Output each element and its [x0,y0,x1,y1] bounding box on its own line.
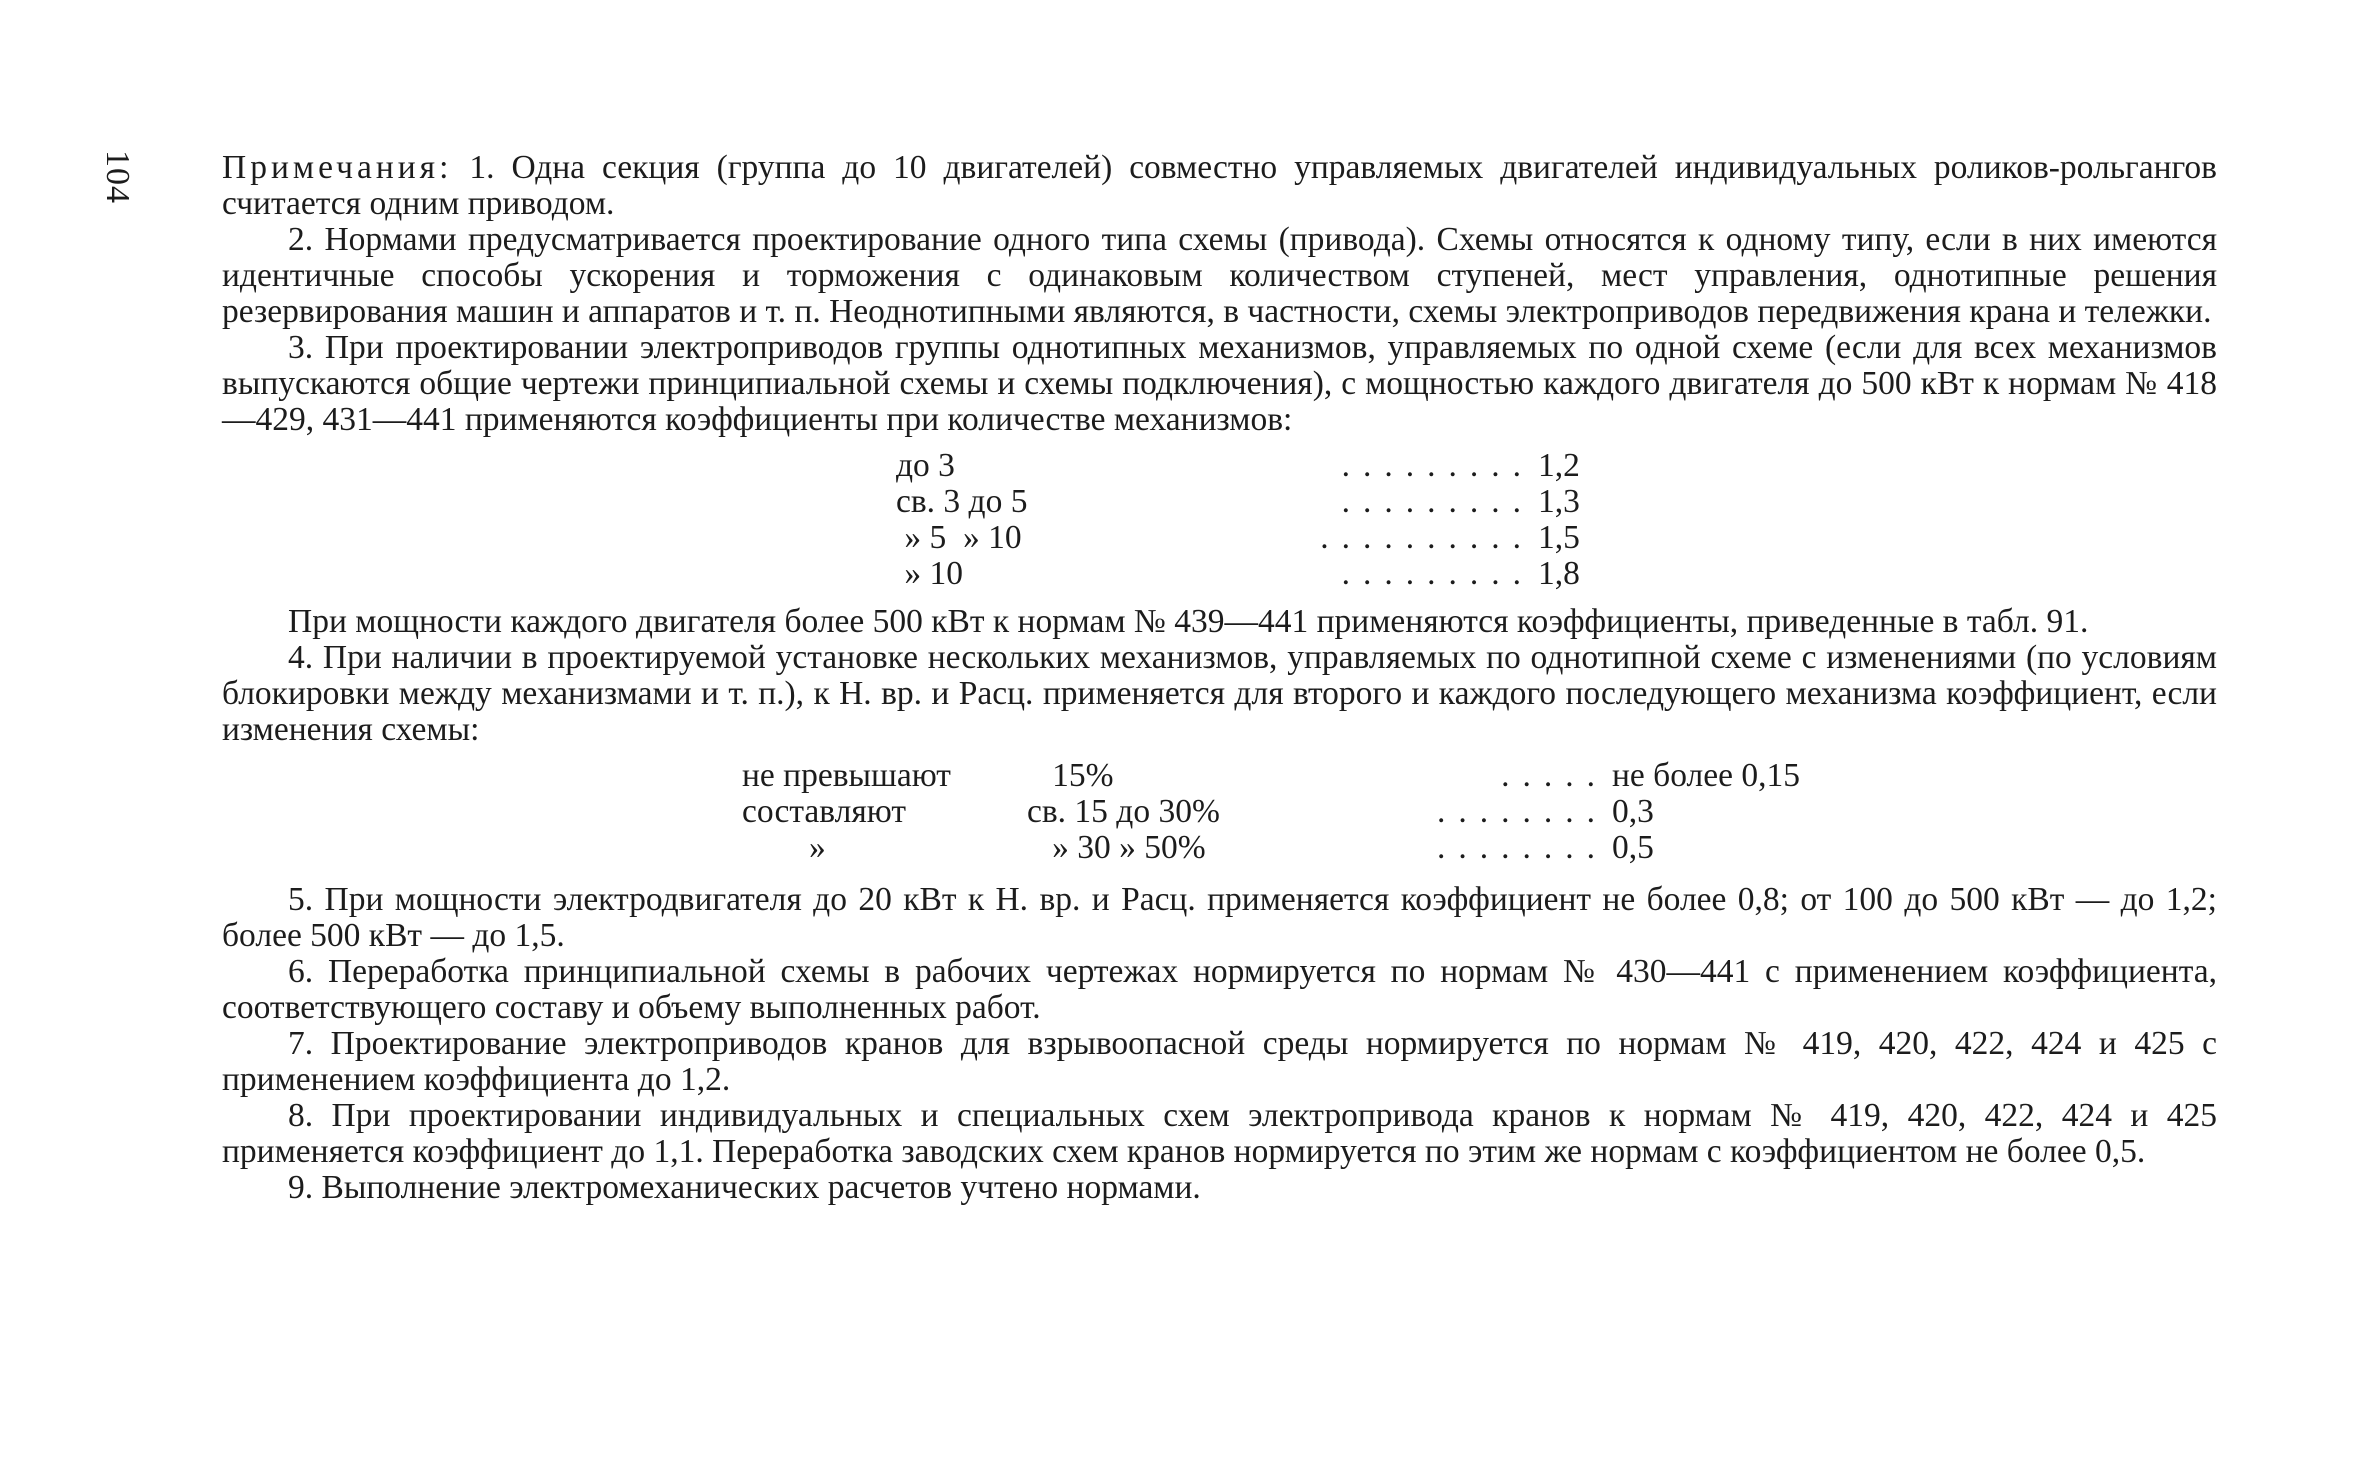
coefficient-row [896,520,1596,556]
note-9: 9. Выполнение электромеханических расчетов учтено нормами. [288,1169,1201,1206]
leader-dots: ..... [1501,757,1608,794]
changes-range: » 30 » 50% [1027,829,1206,866]
leader-dots: .......... [1320,519,1534,556]
coefficient-row [896,484,1596,520]
changes-row [742,830,1742,866]
notes-heading: Примечания: [222,149,453,186]
changes-coefficient: не более 0,15 [1612,757,1800,794]
coefficient-label: » 10 [896,555,963,592]
coefficient-value: 1,3 [1538,483,1580,520]
changes-range: св. 15 до 30% [1027,793,1220,830]
changes-condition: » [742,829,826,866]
changes-coefficient: 0,3 [1612,793,1654,830]
coefficient-value: 1,5 [1538,519,1580,556]
note-5: 5. При мощности электродвигателя до 20 кВт к Н. вр. и Расц. применяется коэффициент не более 0,8; от 100 до 500 кВт — до 1,2; более 500 кВт — до 1,5. [222,881,2217,954]
changes-condition: не превышают [742,757,951,794]
note-6: 6. Переработка принципиальной схемы в рабочих чертежах нормируется по нормам № 430—441 с применением коэффициента, соответствующего составу и объему выполненных работ. [222,953,2217,1026]
coefficient-row [896,556,1596,592]
coefficient-value: 1,2 [1538,447,1580,484]
changes-table [742,757,1800,866]
note-1: Примечания: 1. Одна секция (группа до 10 двигателей) совместно управляемых двигателей индивидуальных роликов-рольгангов считается одним приводом. [222,149,2217,222]
note-3-continuation: При мощности каждого двигателя более 500 кВт к нормам № 439—441 применяются коэффициенты, приведенные в табл. 91. [288,603,2089,640]
coefficient-value: 1,8 [1538,555,1580,592]
leader-dots: ......... [1341,483,1534,520]
note-2: 2. Нормами предусматривается проектирование одного типа схемы (привода). Схемы относятся к одному типу, если в них имеются идентичные способы ускорения и торможения с одинаковым количеством ступеней, мест управления, однотипные решения резервирования машин и аппаратов и т. п. Неоднотипными являются, в частности, схемы электроприводов передвижения крана и тележки. [222,221,2217,330]
note-7: 7. Проектирование электроприводов кранов для взрывоопасной среды нормируется по нормам № 419, 420, 422, 424 и 425 с применением коэффициента до 1,2. [222,1025,2217,1098]
note-3: 3. При проектировании электроприводов группы однотипных механизмов, управляемых по одной схеме (если для всех механизмов выпускаются общие чертежи принципиальной схемы и схемы подключения), с мощностью каждого двигателя до 500 кВт к нормам № 418—429, 431—441 применяются коэффициенты при количестве механизмов: [222,329,2217,438]
coefficient-label: св. 3 до 5 [896,483,1028,520]
leader-dots: ........ [1437,793,1608,830]
leader-dots: ......... [1341,555,1534,592]
page-number: 104 [99,150,136,204]
coefficient-row [896,448,1596,484]
changes-range: 15% [1027,757,1114,794]
note-8: 8. При проектировании индивидуальных и специальных схем электропривода кранов к нормам № 419, 420, 422, 424 и 425 применяется коэффициент до 1,1. Переработка заводских схем кранов нормируется по этим же нормам с коэффициентом не более 0,5. [222,1097,2217,1170]
changes-condition: составляют [742,793,906,830]
leader-dots: ......... [1341,447,1534,484]
changes-row [742,757,1800,794]
coefficient-label: » 5 » 10 [896,519,1022,556]
notes-text [222,150,2217,1206]
changes-row [742,794,1742,830]
note-4: 4. При наличии в проектируемой установке нескольких механизмов, управляемых по однотипной схеме с изменениями (по условиям блокировки между механизмами и т. п.), к Н. вр. и Расц. применяется для второго и каждого последующего механизма коэффициент, если изменения схемы: [222,639,2217,748]
changes-coefficient: 0,5 [1612,829,1654,866]
coefficient-table [896,448,1596,592]
leader-dots: ........ [1437,829,1608,866]
coefficient-label: до 3 [896,447,955,484]
